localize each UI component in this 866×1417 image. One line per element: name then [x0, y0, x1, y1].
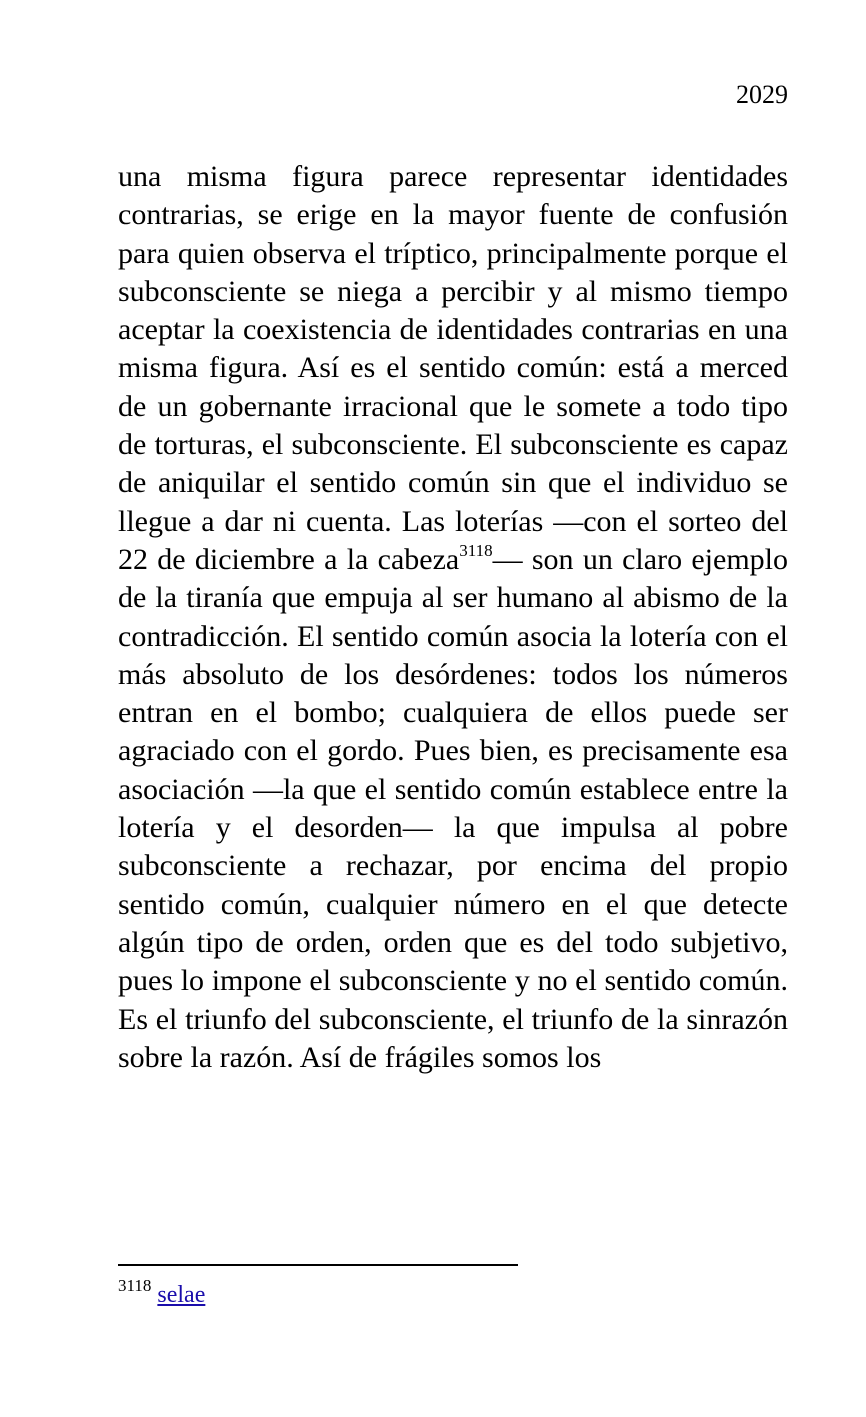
body-paragraph — [118, 158, 788, 1077]
page-number: 2029 — [736, 80, 788, 109]
footnote-link[interactable]: selae — [157, 1282, 206, 1308]
footnote — [118, 1276, 206, 1310]
footnote-reference[interactable]: 3118 — [459, 540, 493, 560]
footnote-number: 3118 — [118, 1276, 152, 1295]
footnote-divider — [118, 1264, 518, 1266]
body-text-part-2: — son un claro ejemplo de la tiranía que empuja al ser humano al abismo de la contradicción. El sentido común asocia la lotería con el más absoluto de los desórdenes: todos los números entran en el bombo; cualquiera de ellos puede ser agraciado con el gordo. Pues bien, es precisamente esa asociación —la que el sentido común establece entre la lotería y el desorden— la que impulsa al pobre subconsciente a rechazar, por encima del propio sentido común, cualquier número en el que detecte algún tipo de orden, orden que es del todo subjetivo, pues lo impone el subconsciente y no el sentido común. Es el triunfo del subconsciente, el triunfo de la sinrazón sobre la razón. Así de frágiles somos los — [118, 542, 788, 1074]
body-text-part-1: una misma figura parece representar identidades contrarias, se erige en la mayor fuente de confusión para quien observa el tríptico, principalmente porque el subconsciente se niega a percibir y al mismo tiempo aceptar la coexistencia de identidades contrarias en una misma figura. Así es el sentido común: está a merced de un gobernante irracional que le somete a todo tipo de torturas, el subconsciente. El subconsciente es capaz de aniquilar el sentido común sin que el individuo se llegue a dar ni cuenta. Las loterías —con el sorteo del 22 de diciembre a la cabeza — [118, 160, 788, 576]
